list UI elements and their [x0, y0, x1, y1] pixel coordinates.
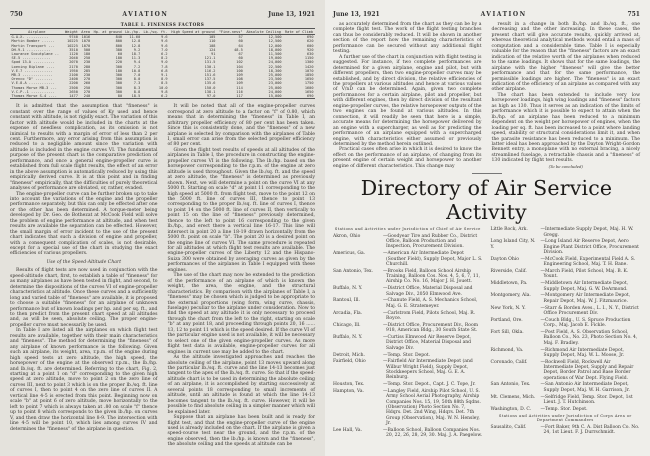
table-cell: 150.0 [204, 85, 216, 90]
directory-entry [333, 298, 483, 309]
table-cell: 60 [238, 39, 243, 44]
table-cell: 180 [115, 56, 123, 61]
table-cell: 23,500 [268, 77, 282, 82]
table-cell: 2500 [69, 85, 78, 90]
table-cell: 1420 [304, 64, 314, 69]
entry-description: —Chanute Field, A. S. Mechanics School, Maj. G. E. Stratemeyer. [383, 298, 478, 309]
text-columns [10, 104, 315, 448]
entry-location: Arcadia, Fla. [333, 310, 363, 316]
table-cell: V.C.P.-1 ........... [11, 89, 55, 94]
entry-location: Fort Sill, Okla. [490, 330, 524, 336]
entry-description: —Long Island Air Reserve Depot, Aero Engine Plant District Office, Procurement Division. [540, 239, 639, 256]
entry-description: —Fort Baker, 9th C. A. Dist Balloon Co. No. 24, 1st Lieut. F. J. Durrschmidt. [540, 424, 640, 436]
issue-date: June 13, 1921 [268, 11, 315, 18]
entry-description: —American Air Intermediate Depot (Souther Field), Supply Depot, Major L. S. Churchill. [383, 251, 483, 267]
table-cell: Martin Bomber ...... [11, 39, 55, 44]
table-cell: G.A.X. .......... [11, 35, 49, 40]
directory-entry [491, 239, 641, 255]
column-header: Lb./sq. ft. [143, 29, 168, 34]
entry-location: Portland, Ore. [490, 317, 523, 323]
table-cell: 300 [115, 89, 123, 94]
entry-description: —District Office, Procurement Div., Room 918, American Bldg., 30 South State St. [383, 322, 478, 334]
table-body [10, 35, 315, 99]
table-cell: 690 [307, 35, 314, 40]
table-cell: 1650 [304, 89, 314, 94]
paragraph: The chart has been extended to include very low horsepower loadings, high wing loadings and "fineness" factors as high as 130. Thus it serves as an indication of the limits of performance which it is possible to expect to attain when the lb./hp. of an airplane has been reduced to a minimum dependent on the weight per horsepower of engines, when the loading per sq. ft. has been increased to a point where landing speed, stability or structural considerations limit it, and when the parasite resistance has been reduced to a minimum. The latter ideal has been approached by the Dayton Wright-Gordon Bennett entry, a monoplane with no external bracing, a nicely streamlined fuselage, a retractable chassis and a "fineness" of 130 indicated by flight test results. [491, 92, 640, 164]
table-cell: 7.8 [161, 64, 168, 69]
table-cell: 18,300 [268, 68, 282, 73]
column-header: Rate of Climb [284, 29, 314, 34]
table-cell: 64 [238, 43, 243, 48]
table-cell: 1950 [69, 68, 78, 73]
table-cell: Thomas Morse S-4 .... [10, 94, 64, 99]
table-cell: 60 [238, 56, 243, 61]
page-header [333, 11, 640, 18]
directory-entry [333, 389, 483, 426]
table-cell: 11.3 [131, 56, 141, 61]
table-cell: Thomas Morse MB-3 ... [11, 85, 57, 90]
table-cell: Lawrance Scoutplane .. [11, 52, 60, 57]
table-cell: 300 [115, 77, 123, 82]
table-cell: Loening Biplane .... [11, 64, 55, 69]
table-cell: 10.8 [131, 68, 141, 73]
table-cell: 800 [115, 43, 123, 48]
table-cell: 24,000 [268, 89, 282, 94]
entry-location: San Antonio, Tex. [333, 268, 373, 274]
table-cell: 18,000 [268, 47, 282, 52]
entry-description: —Goodyear Tire and Rubber Co., District Office, Balloon Production and Inspection, Procurement Division. [383, 233, 478, 250]
table-cell: 300 [115, 85, 123, 90]
table-cell: 117 [217, 94, 244, 99]
table-cell: 2400 [69, 77, 78, 82]
directory-entry [333, 311, 483, 322]
entry-description: —Starr & Borden Aves., L. I., N. Y., District Office Procurement Div. [540, 305, 639, 316]
table-cell: 12,000 [268, 43, 282, 48]
directory-entry [333, 323, 483, 334]
directory-entry [333, 382, 483, 387]
table-cell: 25,000 [268, 73, 282, 78]
entry-description: —Intermediate Supply Depot, Maj. H. W. Gregg. [540, 227, 634, 238]
divider [472, 173, 502, 174]
table-cell: 300 [115, 81, 123, 86]
directory-entry [491, 269, 641, 280]
table-cell: 270 [83, 77, 91, 82]
table-cell: 6.2 [161, 52, 168, 57]
entry-description: —Richmond Air Intermediate Depot, Supply Depot, Maj. W. L. Moose, Jr. [540, 347, 625, 358]
table-cell: 109 [236, 81, 243, 86]
directory-entry [333, 359, 483, 380]
entry-description: —McCook Field, Experimental Field A. S. Engineering School, Maj. T. H. Bane. [540, 256, 636, 268]
table-cell: MB-3 .............. [11, 73, 53, 78]
table-cell: 109 [236, 73, 243, 78]
fineness-factors-table [10, 28, 315, 99]
entry-description: —Post Field, A. S. Observation School, Balloon Co., No. 23, Photo Section No. 4, Maj. F. Bradley. [540, 330, 638, 346]
table-cell: 800 [115, 39, 123, 44]
table-cell: 110 [208, 39, 216, 44]
section-heading: Use of the Speed-Altitude Chart [46, 259, 122, 265]
entry-description: —Temp. Stor. Depot. [383, 352, 431, 358]
table-cell: 600 [307, 43, 314, 48]
table-cell: 10225 [67, 39, 78, 44]
table-cell: 1070 [81, 39, 91, 44]
entry-description: —March Field, Pilot School, Maj. B. K. Yount. [540, 269, 629, 280]
directory-entry [491, 227, 641, 238]
entry-location: Buffalo, N. Y. [333, 335, 363, 341]
table-cell: 9.6 [161, 43, 168, 48]
table-cell: 7.0 [161, 47, 168, 52]
table-cell: 300 [115, 64, 123, 69]
entry-location: Riverside, Calif. [490, 269, 527, 275]
table-cell: 135.6 [204, 81, 216, 86]
table-cell: 151.6 [204, 73, 216, 78]
directory-entry [491, 382, 641, 393]
column-header: Hp. at ground [93, 29, 122, 34]
table-cell: 1750 [304, 81, 314, 86]
column-header: Lb./hp. [125, 29, 141, 34]
table-cell: 9.6 [161, 35, 168, 40]
text-column-1 [333, 22, 482, 169]
table-cell: 9740 [69, 35, 78, 40]
table-cell: 25,000 [268, 85, 282, 90]
entry-location: Fairfield, Ohio [333, 359, 366, 365]
entry-location: Americus, Ga. [333, 251, 366, 257]
entry-description: —Montgomery Air Intermediate Depot, Repair Depot, Maj. W. J. Fitzmaurice. [540, 293, 631, 304]
table-cell: 12.8 [131, 43, 141, 48]
paragraph: It is admitted that the assumption that "fineness" is constant over the range of values of Ky used and hence constant with altitude, is not rigidly exact. The variation of this factor with altitude would be included in the charts at the expense of needless complication, as its omission is not inimical to results with a margin of error of less than 2 per cent. Furthermore, any error arising from this assumption is reduced to a negligible amount since the variation with altitude is included in the engine curves VI. The fundamental purpose of the present chart is the comparative prediction of performance, and once a general engine-propeller curve is established from full scale flight results, the effect of an error in the above assumption is automatically reduced by using this empirically derived curve. It is at this point and in finding "fineness" empirically, that the difficulties of purely theoretical analyses of performance are obviated, or, rather, evaded. [10, 104, 158, 192]
table-cell: 97.0 [169, 94, 217, 99]
table-cell: 2200 [69, 81, 78, 86]
table-title: TABLE I. FINENESS FACTORS [120, 22, 205, 27]
section-heading: Stations and Activities under Jurisdiction of Corps Area or Department Commanders [498, 413, 632, 423]
right-page [325, 0, 650, 456]
table-cell: 18.7 [131, 52, 141, 57]
entry-description: —Langley Field, Airship Pilot School, U. S. Army School Aerial Photography, Airship Companies Nos. 15, 19, 50th 88th Sqdns. (Observation) Photo Section No. 7, Hdqrs. Det. 2nd Wing, Hdqrs. Det. 7th Group (Observation), Maj. W. N. Hensley, Jr. [383, 389, 481, 426]
page-header [10, 11, 315, 18]
table-cell: 9.4 [133, 60, 141, 65]
directory-entry [491, 348, 641, 359]
table-cell: 230 [83, 73, 91, 78]
table-cell: 280 [83, 64, 91, 69]
page-number: 750 [10, 11, 23, 18]
directory-entry [491, 281, 641, 292]
entry-location: Houston, Tex. [333, 382, 365, 388]
table-cell: 130.1 [204, 64, 216, 69]
table-cell: 180 [115, 68, 123, 73]
table-cell: 8.8 [133, 89, 141, 94]
table-cell: 124 [208, 47, 216, 52]
column-header: High Speed at ground [169, 29, 217, 35]
table-cell: 102 [236, 60, 243, 65]
directory-entry [333, 251, 483, 267]
table-cell: 2070 [69, 60, 78, 65]
directory-entry [491, 360, 641, 381]
table-cell: 2170 [69, 64, 78, 69]
column-header: Airplane [10, 29, 64, 35]
table-cell: 920 [307, 47, 314, 52]
table-cell: 840 [115, 35, 123, 40]
table-cell: 250 [83, 56, 91, 61]
entry-location: Long Island City, N. Y. [490, 239, 536, 250]
table-cell: 9.2 [133, 47, 141, 52]
entry-location: Lee Hall, Va. [333, 427, 363, 433]
table-cell: 12,500 [268, 39, 282, 44]
entry-location: Akron, Ohio [333, 233, 361, 239]
entry-location: Hampton, Va. [333, 389, 364, 395]
directory-entry [333, 428, 483, 439]
table-cell: 108 [236, 77, 243, 82]
page-number: 751 [627, 11, 640, 18]
directory-entry [333, 335, 483, 351]
text-columns [333, 22, 640, 169]
directory-entry [333, 234, 483, 250]
table-cell: 250 [83, 85, 91, 90]
entry-description: —Balloon School, Balloon Companies Nos. 20, 22, 26, 28, 29, 30. Maj. J. A. Paegelow. [383, 427, 483, 439]
directory-entry [333, 353, 483, 358]
entry-description: —District Office, Material Disposal and Salvage Div., 2050 Elmwood Ave. [383, 286, 473, 297]
paragraph: Suppose that an airplane has been built and is ready for flight test, and that the engine-propeller curve of the engine used is already included on the chart. If the airplane is given a speed-course test near the ground, and the r.p.m. of the engine observed, then the lb./hp. is known and the "fineness", the absolute ceiling and the speeds at altitude can be [167, 415, 315, 448]
entry-location: San Antonio, Tex. [490, 382, 531, 388]
table-cell: 1850 [304, 73, 314, 78]
directory-entry [333, 286, 483, 297]
column-header: Area [81, 29, 90, 34]
directory-entry [333, 269, 483, 285]
entry-description: —Fairfield Air Intermediate Depot (and Wilbur Wright Field), Supply Depot, Stockkeepers School, Maj. G. E. A. Reinburg. [383, 359, 473, 381]
table-cell: 131.5 [204, 60, 216, 65]
table-cell: 690 [283, 94, 315, 99]
table-cell: 7.0 [133, 73, 141, 78]
directory-left-column [333, 227, 483, 440]
entry-description: —Curtiss Elmwood Air Reserve Depot, District Office, Material Disposal and Salvage Div. [383, 335, 472, 351]
table-cell: 105 [208, 35, 216, 40]
column-header: Absolute Ceiling [244, 29, 283, 35]
table-cell: 9.1 [161, 73, 168, 78]
table-cell: 8.3 [133, 85, 141, 90]
table-cell: SE-5 ............. [11, 56, 51, 61]
table-cell: Martin Transport ... [11, 43, 55, 48]
table-cell: 121.1 [204, 56, 216, 61]
column-header: "Fine-ness" [218, 29, 243, 34]
paragraph: As the altitude investigated approaches and reaches the absolute ceiling of the airplane, point 13 moves upward along the particular lb./sq. ft. curve and the line 14-13 becomes just tangent to the apex of the lb./sq. ft. curve. So that if the speed-altitude chart is to be used in determining the absolute ceiling of an airplane, it is accomplished by starting successively at several points 18 corresponding to small increments of altitude, until an altitude is found at which the line 14-13 becomes tangent to the lb./sq. ft. curve. However, it will be possible to find absolute ceiling in a simpler manner which will be explained later. [167, 355, 315, 415]
paragraph: In Table I are listed all the airplanes on which flight test results are available, together with their main characteristics and "fineness". The method for determining the "fineness" of any airplane of known performance is the following. Given such an airplane, its weight, area, r.p.m. of the engine during high speed tests at zero altitude, the high speed, the horsepower of the engine at the observed r.p.m., the lb./hp. and lb./sq. ft. are determined. Referring to the chart, Fig. 2, starting at a point 1 on "d" corresponding to the given high speed at zero altitude, move to point 2 on the zero line of curves III, next to point 3 which is on the proper lb./sq. ft. line of curves I, then to point 4 on the zero line of curves II. A vertical line 4-5 is erected from this point. Beginning now on scale "b" at point 6 of zero altitude, move horizontally to the left to point 7 which is always taken at .80 on scale "f" thence up to point 8 which corresponds to the given lb./hp. on curves V, and then draw the horizontal line 8-9. The intersection with line 4-5 will be point 10, which lies among curves IV and determines the "fineness" of the airplane in question. [10, 328, 158, 432]
table-cell: 91 [211, 52, 216, 57]
table-cell: 1300 [304, 60, 314, 65]
entry-location: Montgomery, Ala. [490, 293, 531, 299]
table-cell: 380 [115, 47, 123, 52]
directory-right-column [491, 227, 641, 437]
entry-description: —Brooks Field, Balloon School Airship Training, Balloon Cos. Nos. 4, 5, 6, 7, 11, Airship Co. No. 16, Major J. H. Jouett. [383, 268, 481, 285]
entry-location: Little Rock, Ark. [490, 227, 528, 233]
table-cell: V.E.7 ............. [11, 68, 53, 73]
entry-location: Coronado, Calif. [490, 359, 528, 365]
column-header: Weight [64, 29, 78, 34]
paragraph: Given the flight test results of speeds at all altitudes of the airplanes in Table I, the procedure in constructing the engine-propeller curves VI is the following. The lb./hp. based on the horsepower corresponding to the r.p.m. of the engine at zero altitude is used throughout. Given the lb./sq. ft. and the speed at zero altitude, the "fineness" is determined as previously shown. Next, we will determine a point on the curve VI at any 5000 ft. Starting on scale "d" at point 11 corresponding to the high speed at 5000 ft. from flight test, move to the point 12 on the 5000 ft. line of curves III, thence to point 13 corresponding to the proper lb./sq. ft. line of curves I, thence to point 14 on the 5000 ft. line of curves II, then vertically to point 15 on the line of "fineness" previously determined, thence to the left to point 16 corresponding to the given lb./hp., and erect there a vertical line 16-17. This line will intersect in point 20 a line 18-19 drawn horizontally from the 5000 ft. point on scale "b". The point 20 is a desired point on the engine line of curves VI. The same procedure is repeated for all altitudes at which flight test results are available. The engine-propeller curves of the Liberty 12 and the Hispano-Suiza 300 were obtained by averaging curves as given by the performances of the airplanes in Table I equipped with these engines. [167, 147, 315, 273]
table-cell: 2650 [69, 89, 78, 94]
table-cell: 1650 [304, 77, 314, 82]
table-cell: 108 [208, 43, 216, 48]
table-cell: 230 [83, 60, 91, 65]
entry-location: Sausalito, Calif. [490, 424, 527, 430]
table-cell: 15,000 [244, 94, 283, 99]
table-cell: 8.2 [161, 56, 168, 61]
to-be-concluded-note: (To be concluded) [548, 163, 583, 169]
section-heading: Stations and Activities under Jurisdiction of Chief of Air Service [334, 227, 481, 232]
entry-description: —Temp. Stor. Depot. [540, 406, 588, 412]
table-cell: 7.3 [133, 81, 141, 86]
table-cell: 9.6 [161, 39, 168, 44]
table-cell: 22,500 [268, 64, 282, 69]
entry-description: —Rockwell Field, Rockwell Air Intermediate Depot, Supply and Repair Depot, Border Patrol and Base Border operations of War Dept. Flying Field. [540, 359, 634, 381]
table-cell: 11.60 [129, 35, 141, 40]
table-cell: 116 [236, 89, 243, 94]
paragraph: as accurately determined from the chart as they can be by a complete flight test. The work of the flight testing branches can thus be considerably reduced. It will be shown in another section of the report how the remaining characteristics of performance can be secured without any additional flight testing. [333, 22, 482, 55]
directory-entry [491, 293, 641, 304]
table-cell: 138.1 [204, 89, 216, 94]
table-cell: 104 [236, 64, 243, 69]
entry-location: Rantoul, Ill. [333, 298, 360, 304]
paragraph: A further use of the chart in conjunction with flight testing is suggested. For instance, if two complete performances are determined for a given airplane, engine and pilot, but with different propellers, then two engine-propeller curves may be established, and by direct division, the relative efficiencies of the propellers at various altitudes and hence at various values of V/nD can be determined. Again, given two complete performances for a certain airplane, pilot and propeller, but with different engines, then by direct division of the resultant engine-propeller curves, the relative horsepower outputs of the two engines can be found at various altitudes. In this connection, it will readily be seen that here is a simple, accurate means for determining the horsepower delivered by an engine with a supercharger, as well as for predicting the performance of an airplane equipped with a supercharged engine, with characteristics either assumed or previously determined by the method herein outlined. [333, 54, 482, 147]
table-cell: 7.2 [133, 64, 141, 69]
table-cell: 6.8 [161, 68, 168, 73]
table-cell: 1120 [69, 52, 78, 57]
table-cell: 1016 [81, 35, 91, 40]
entry-location: Buffalo, N. Y. [333, 286, 363, 292]
table-row [10, 94, 315, 99]
table-cell: 6.2 [142, 94, 169, 99]
table-cell: 2100 [69, 73, 78, 78]
table-cell: 1600 [304, 85, 314, 90]
entry-description: —Middletown Air Intermediate Depot, Supply Depot, Maj. G. W. DeArmond. [540, 281, 629, 292]
directory-columns [333, 227, 640, 440]
directory-entry [491, 330, 641, 346]
paragraph: result in a change in both lb./hp. and lb./sq. ft., one decreasing and the other increasing. In these cases, the present chart will give accurate results, quickly arrived at, whereas theoretical analytical methods would entail a mass of computation and a considerable time. Table I is especially valuable for the reason that the "fineness" factors are an exact indication of the relative worth of the airplanes when reduced to the same loadings. It shows that for the same loadings, the airplane with the higher "fineness" will give the better performance and that for the same performance, the permissible loadings are higher. The "fineness" is an exact indication of the efficiency of an airplane as compared with any other airplane. [491, 22, 640, 93]
table-cell: 620 [307, 39, 314, 44]
table-cell: Orenco "D" ........ [11, 77, 53, 82]
entry-description: —Temp. Stor. Depot., Capt. J. C. Tope, Jr. [383, 382, 476, 388]
directory-title: Directory of Air Service Activity [360, 176, 613, 225]
table-cell: 180 [83, 52, 91, 57]
paragraph: The use of the chart may now be extended to the prediction of the performance of an airplane of which is known the weight, the area, the engine, and the structural characteristics. By comparison with the airplanes of Table I, a "fineness" may be chosen which is judged to be appropriate to the external proportions (wing form, wing curve, chassis, fuselage) peculiar to the airplane under consideration. Now to find the speed at any altitude it is only necessary to proceed through the chart from the left to the right, starting on scale "b" at any point 18, and proceeding through points 20, 16 ...... 13, 12 to point 11 which is the speed desired. If the curve VI of the particular engine used is not available, it will be necessary to select one of the given engine-propeller curves. As more flight test data is available, engine-propeller curves for all engines in current use may be added to the chart. [167, 273, 315, 355]
table-cell: 100 [236, 68, 243, 73]
journal-title: AVIATION [480, 11, 527, 18]
table-cell: 116.2 [204, 68, 216, 73]
table-cell: 48.5 [234, 47, 243, 52]
table-cell: DH-9-1 ........... [11, 47, 51, 52]
directory-entry [491, 257, 641, 268]
table-cell: 24,000 [268, 60, 282, 65]
paragraph: Results of flight tests are now used in conjunction with the speed-altitude chart, first, to establish a table of "fineness" for as many airplanes as have been tested in flight, and second, to determine the dispositions of the curves VI of engine-propeller characteristics at altitude. Once these curves and a sufficiently long and varied table of "fineness" are available, it is proposed to choose a suitable "fineness" for an airplane of unknown performance but of known loadings per hp. and per sq. ft., and to then predict from the present chart speed at all altitudes and, as will be seen, absolute ceiling. The proper engine-propeller curve must necessarily be used. [10, 268, 158, 328]
table-cell: 8.9 [161, 77, 168, 82]
directory-entry [491, 407, 641, 412]
table-cell: 57 [238, 35, 243, 40]
paragraph: Practical cases often arise in which it is desired to know the effect on the performance of an airplane, of changing from its present engine of certain weight and horsepower to another engine of different characteristics. This change may [333, 147, 482, 169]
text-column-1 [10, 104, 158, 432]
text-column-2 [168, 104, 316, 448]
table-cell: 137.5 [204, 77, 216, 82]
table-cell: 1477 [64, 94, 80, 99]
table-cell: 285 [83, 68, 91, 73]
entry-description: —Selfridge Field, Temp. Stor. Depot, 1st Lieut. J. T. Hutchinson. [540, 394, 633, 405]
table-cell: 1150 [304, 56, 314, 61]
table-cell: 2040 [69, 56, 78, 61]
table-cell: 23,000 [268, 81, 282, 86]
entry-location: Detroit, Mich. [333, 352, 365, 358]
entry-location: Washington, D. C. [490, 406, 532, 412]
entry-location: Chicago, Ill. [333, 322, 361, 328]
table-cell: 19,000 [268, 56, 282, 61]
table-cell: 1070 [304, 68, 314, 73]
table-cell: 18.5 [124, 94, 142, 99]
entry-location: Middletown, Pa. [490, 281, 528, 287]
table-cell: 9.8 [161, 89, 168, 94]
directory-entry [491, 395, 641, 406]
table-cell: 8.0 [133, 77, 141, 82]
table-cell: Spad 13-A .......... [11, 60, 55, 65]
table-cell: 67 [238, 52, 243, 57]
entry-location: Mt. Clemens, Mich. [490, 394, 536, 400]
entry-location: Dayton Ohio [490, 256, 519, 262]
table-cell: 500 [83, 47, 91, 52]
entry-description: —San Antonio Air Intermediate Depot, Supply Depot, Maj. W. H. Garrison, Jr. [540, 382, 630, 393]
entry-description: —Couch Bldg., U. S. Spruce Production Corp., Maj. Jacob E. Fickle. [540, 317, 631, 329]
table-cell: 114 [236, 85, 243, 90]
directory-entry [491, 425, 641, 436]
paragraph: It will be noted that all of the engine-propeller curves correspond at zero altitude to a factor on "f" of 0.80, which means that in determining the "fineness" in Table I, an arbitrary propeller efficiency of 80 per cent has been taken. Since this is consistently done, and the "fineness" of a new airplane is selected by comparison with the airplanes of Table I, small error can arise from the selected propeller efficiency of 80 per cent. [167, 104, 315, 148]
table-cell: 3510 [69, 47, 78, 52]
table-cell: 300 [115, 73, 123, 78]
table-cell: 60 [117, 52, 123, 57]
table-cell: 80 [92, 94, 124, 99]
directory-entry [491, 306, 641, 317]
entry-location: New York, N. Y. [490, 305, 526, 311]
table-cell: 260 [83, 81, 91, 86]
table-cell: 10225 [67, 43, 78, 48]
entry-location: Richmond, Va. [490, 347, 524, 353]
paragraph: The engine-propeller curve can be further broken up to take into account the variations of the engine and the propeller performance separately, but this can only be effected after one or the other has been determined. A torque-meter being developed by Dr. Geo. de Bothezat at McCook Field will solve the problem of engine performance at altitude, and when test results are available the separation can be effected. However, the small margin of error incident to the use of the present chart indicates that such a division of engine and propeller, with a consequent complication of scales, is not desirable, except for a special use of the chart in studying the exact efficiencies of various propellers. [10, 191, 158, 257]
issue-date: June 13, 1921 [333, 11, 380, 18]
table-cell: 630 [307, 52, 314, 57]
text-column-2 [492, 22, 641, 169]
directory-entry [491, 318, 641, 329]
table-cell: 240 [79, 94, 91, 99]
table-cell: 12,500 [268, 35, 282, 40]
table-cell: 220 [115, 60, 123, 65]
table-cell: 270 [83, 89, 91, 94]
table-cell: 12.8 [131, 39, 141, 44]
table-cell: V.E.8-A ............ [11, 81, 55, 86]
journal-title: AVIATION [122, 11, 169, 18]
table-cell: 1070 [81, 43, 91, 48]
table-cell: 10.0 [158, 85, 168, 90]
table-cell: 8.5 [161, 81, 168, 86]
table-cell: 11,500 [268, 52, 282, 57]
entry-description: —Carlstrom Field, Pilots School, Maj. R. Royce. [383, 310, 476, 321]
table-cell: 9.0 [161, 60, 168, 65]
